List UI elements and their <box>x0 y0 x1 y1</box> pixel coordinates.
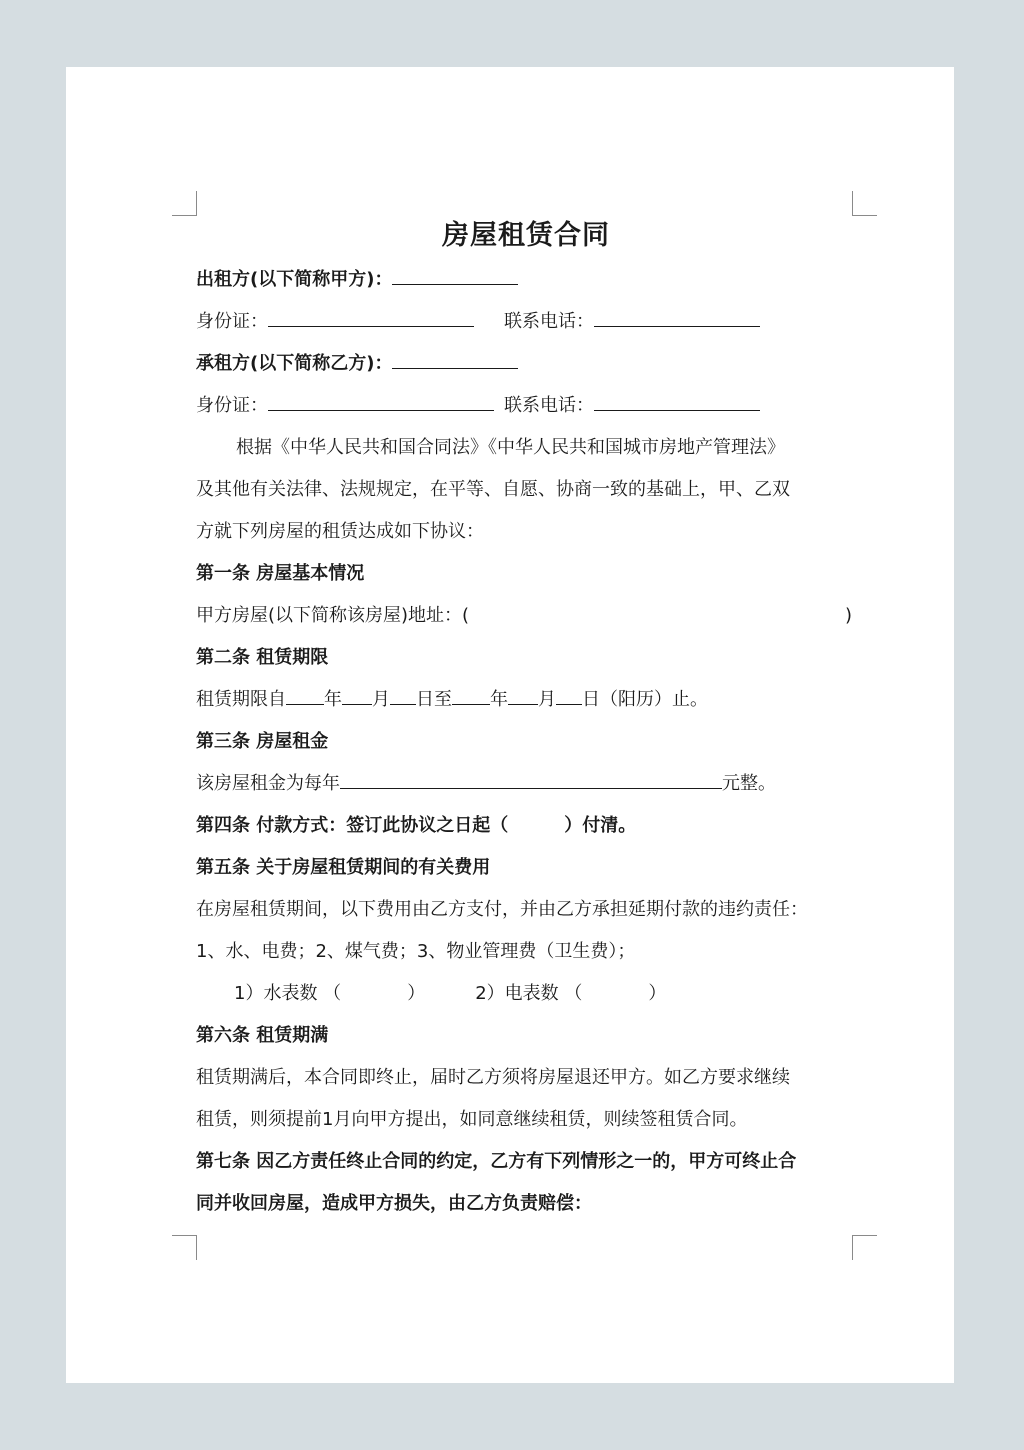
article-3-text <box>196 763 856 805</box>
lessor-line <box>196 259 856 301</box>
article-5-title: 第五条 关于房屋租赁期间的有关费用 <box>196 857 491 878</box>
phone-label: 联系电话： <box>504 311 594 332</box>
month-label: 月 <box>372 689 390 710</box>
day-label: 日（阳历）止。 <box>582 689 708 710</box>
start-day-blank <box>390 682 416 705</box>
article-7-line-2: 同并收回房屋，造成甲方损失，由乙方负责赔偿： <box>196 1193 592 1214</box>
address-label: 甲方房屋(以下简称该房屋)地址：( <box>196 605 470 626</box>
margin-mark-top-right <box>852 191 877 216</box>
rent-prefix: 该房屋租金为每年 <box>196 773 340 794</box>
start-month-blank <box>342 682 372 705</box>
article-5-line-1: 在房屋租赁期间，以下费用由乙方支付，并由乙方承担延期付款的违约责任： <box>196 899 808 920</box>
meter-readings-line <box>196 973 856 1015</box>
year-label: 年 <box>490 689 508 710</box>
start-year-blank <box>286 682 324 705</box>
document-title: 房屋租赁合同 <box>442 220 610 251</box>
article-7-line-1: 第七条 因乙方责任终止合同的约定，乙方有下列情形之一的，甲方可终止合 <box>196 1151 797 1172</box>
rent-blank <box>340 766 722 789</box>
day-label: 日至 <box>416 689 452 710</box>
article-6-line-2: 租赁，则须提前1月向甲方提出，如同意继续租赁，则续签租赁合同。 <box>196 1109 748 1130</box>
article-6-title: 第六条 租赁期满 <box>196 1025 329 1046</box>
document-body[interactable] <box>196 217 856 1225</box>
margin-mark-top-left <box>172 191 197 216</box>
address-close: ) <box>844 605 852 626</box>
lessor-label: 出租方(以下简称甲方)： <box>196 269 393 290</box>
electric-meter-close: ） <box>648 983 667 1004</box>
term-prefix: 租赁期限自 <box>196 689 286 710</box>
electric-meter-label: 2）电表数 （ <box>475 983 583 1004</box>
lessee-phone-blank <box>594 388 760 411</box>
id-label: 身份证： <box>196 395 268 416</box>
lessee-line <box>196 343 856 385</box>
document-page <box>66 67 954 1383</box>
end-day-blank <box>556 682 582 705</box>
intro-line-1: 根据《中华人民共和国合同法》《中华人民共和国城市房地产管理法》 <box>236 437 785 458</box>
article-6-line-1: 租赁期满后，本合同即终止，届时乙方须将房屋退还甲方。如乙方要求继续 <box>196 1067 790 1088</box>
margin-mark-bottom-left <box>172 1235 197 1260</box>
lessor-id-blank <box>268 304 474 327</box>
lessor-id-line <box>196 301 856 343</box>
payment-close: ）付清。 <box>564 815 637 836</box>
intro-line-3: 方就下列房屋的租赁达成如下协议： <box>196 521 484 542</box>
margin-mark-bottom-right <box>852 1235 877 1260</box>
lessee-blank <box>392 346 518 369</box>
month-label: 月 <box>538 689 556 710</box>
intro-line-2: 及其他有关法律、法规规定，在平等、自愿、协商一致的基础上，甲、乙双 <box>196 479 790 500</box>
article-1-title: 第一条 房屋基本情况 <box>196 563 365 584</box>
article-1-text <box>196 595 856 637</box>
article-2-text <box>196 679 856 721</box>
lessor-phone-blank <box>594 304 760 327</box>
article-5-line-2: 1、水、电费；2、煤气费；3、物业管理费（卫生费）； <box>196 941 636 962</box>
lessor-blank <box>392 262 518 285</box>
phone-label: 联系电话： <box>504 395 594 416</box>
water-meter-close: ） <box>407 983 426 1004</box>
rent-suffix: 元整。 <box>722 773 776 794</box>
article-3-title: 第三条 房屋租金 <box>196 731 329 752</box>
year-label: 年 <box>324 689 342 710</box>
water-meter-label: 1）水表数 （ <box>234 983 342 1004</box>
article-4 <box>196 805 856 847</box>
lessee-id-line <box>196 385 856 427</box>
id-label: 身份证： <box>196 311 268 332</box>
end-month-blank <box>508 682 538 705</box>
lessee-id-blank <box>268 388 494 411</box>
payment-text: 第四条 付款方式：签订此协议之日起（ <box>196 815 509 836</box>
end-year-blank <box>452 682 490 705</box>
article-2-title: 第二条 租赁期限 <box>196 647 329 668</box>
lessee-label: 承租方(以下简称乙方)： <box>196 353 393 374</box>
